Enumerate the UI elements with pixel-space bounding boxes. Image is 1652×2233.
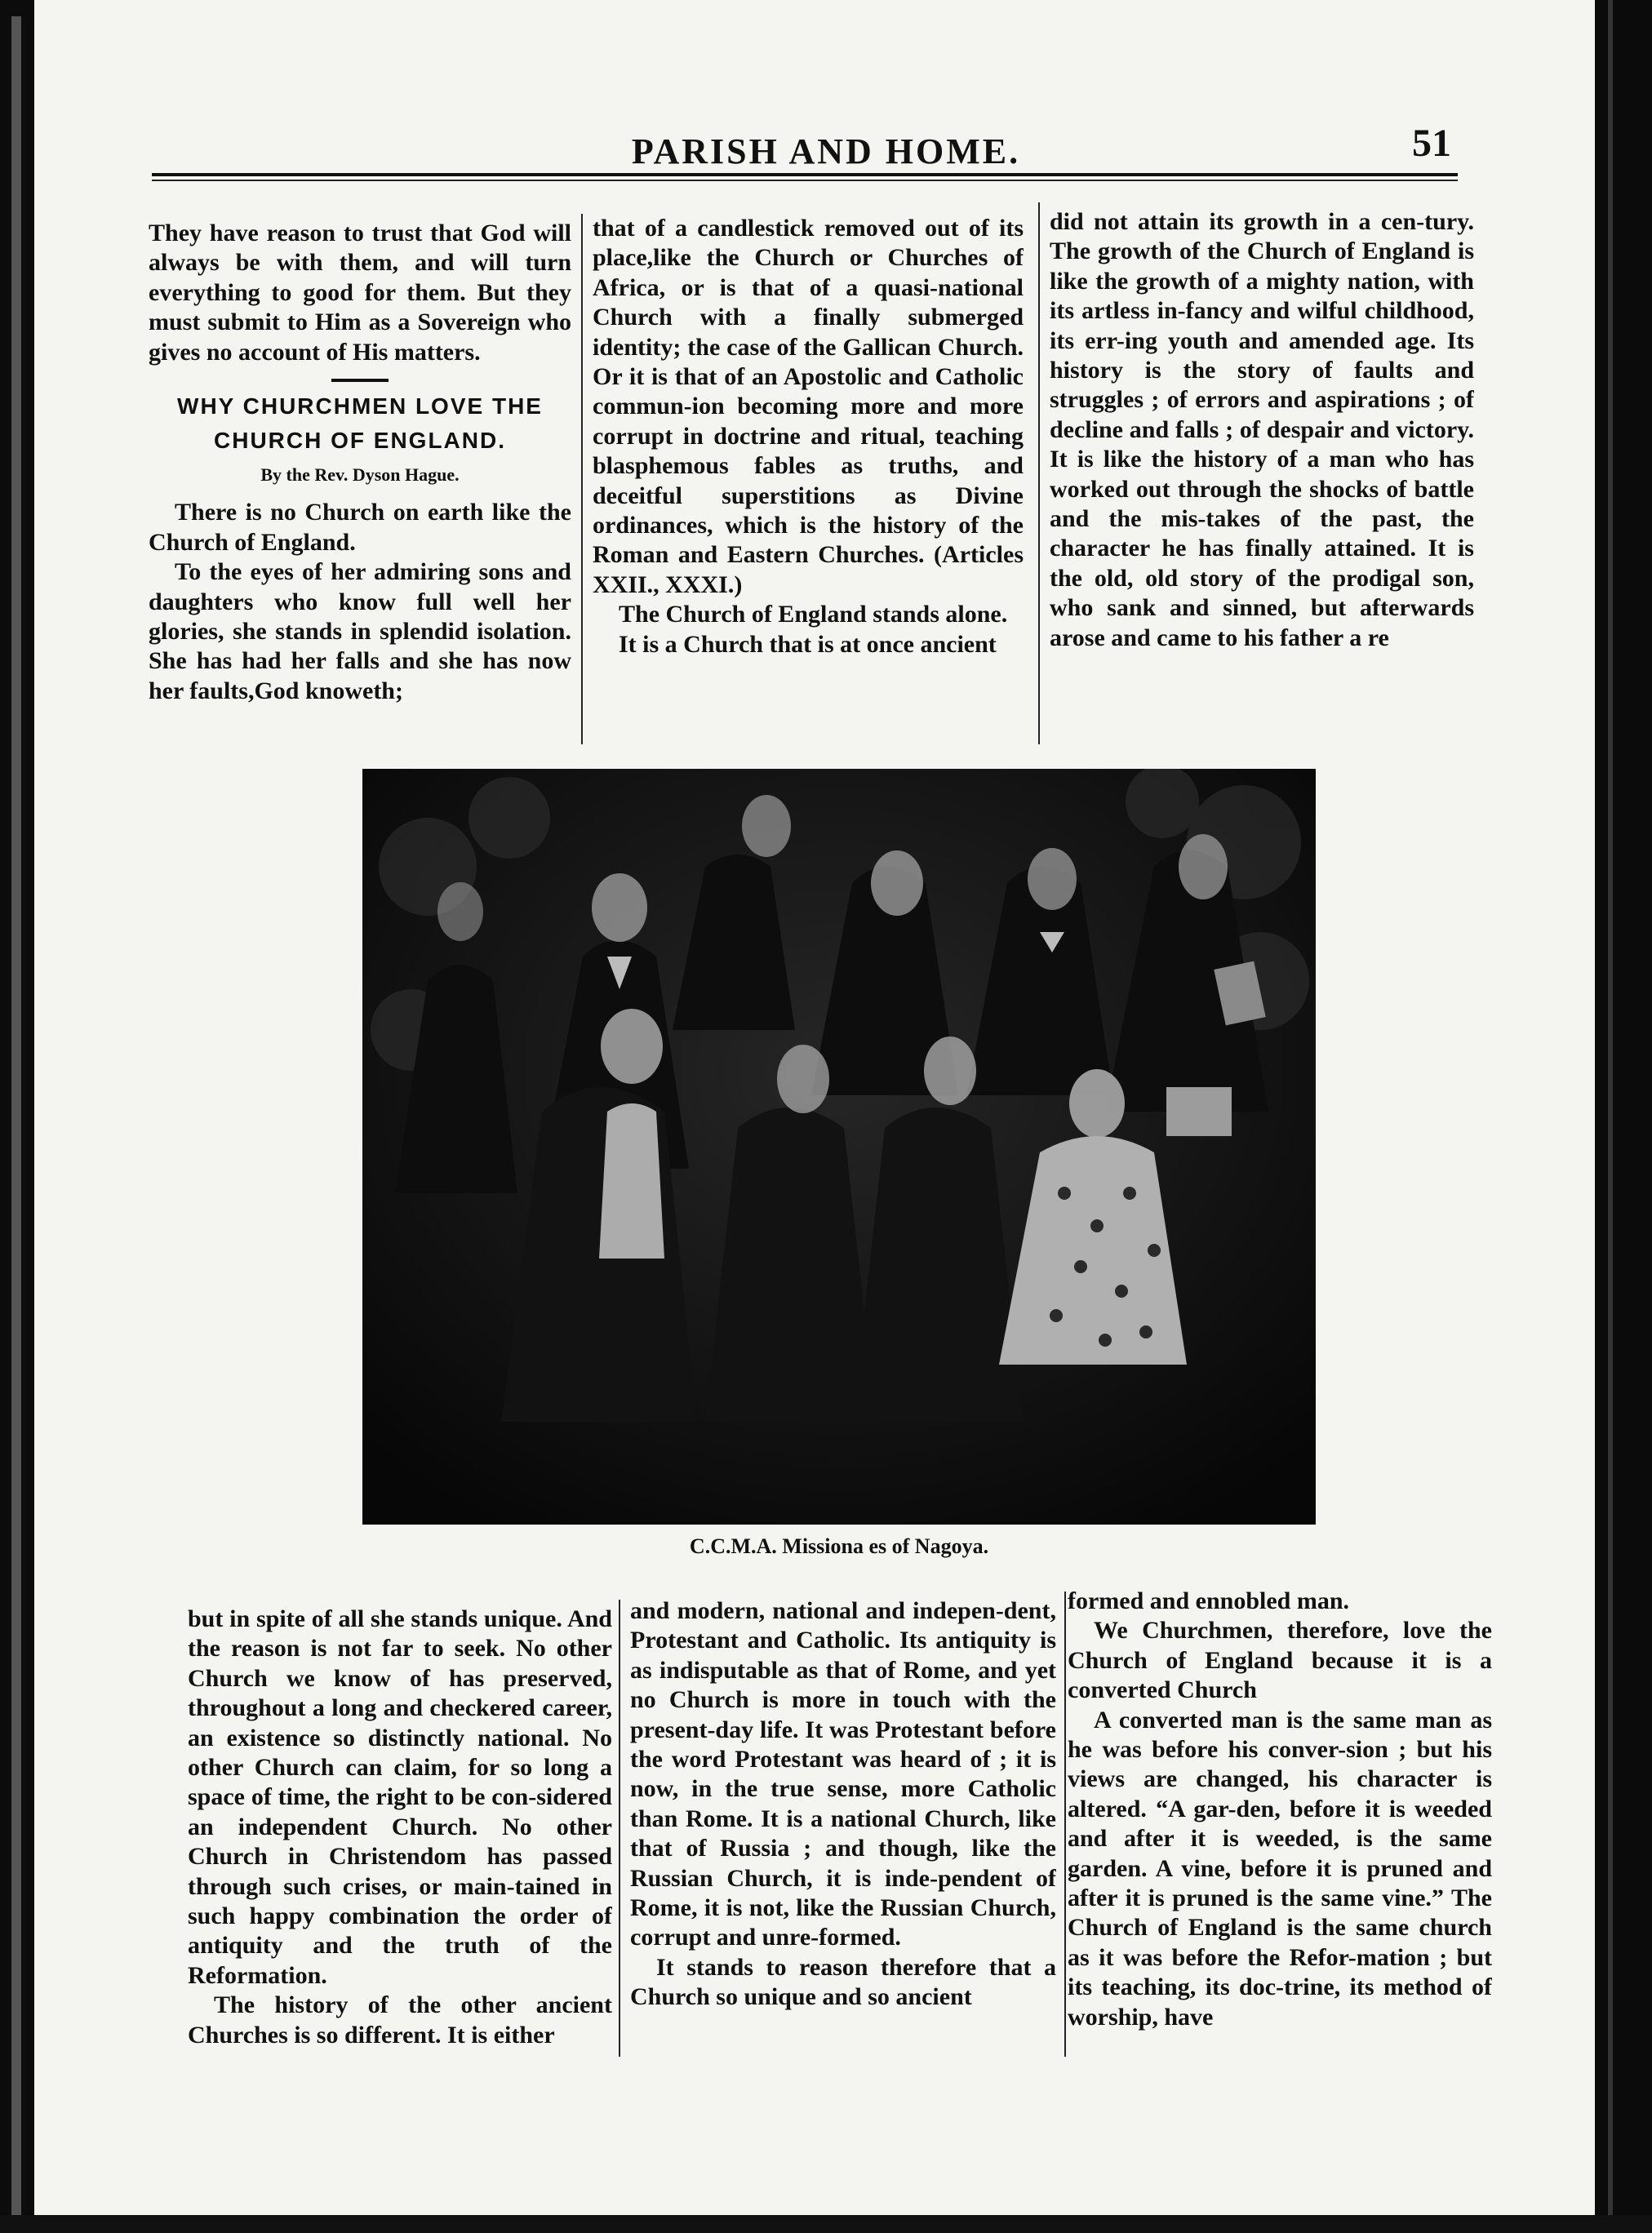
paragraph: A converted man is the same man as he was before his conver-sion ; but his views are changed, his character is altered. “A gar-den, before it is weeded and after it is weeded, is the same garden. A vine, before it is pruned and after it is pruned is the same vine.” The Church of England is the same church as it was before the Refor-mation ; but its teaching, its doc-trine, its method of worship, have: [1068, 1706, 1492, 2031]
group-photograph: [362, 769, 1316, 1525]
column-rule: [1064, 1592, 1066, 2057]
paragraph: formed and ennobled man.: [1068, 1587, 1350, 1614]
paragraph: The history of the other ancient Churches is so different. It is either: [188, 1991, 612, 2049]
header-rule: [152, 173, 1458, 176]
byline: By the Rev. Dyson Hague.: [260, 464, 460, 486]
paragraph: They have reason to trust that God will always be with them, and will turn everything to good for them. But they must submit to Him as a Sovereign who gives no account of His matters.: [149, 220, 571, 366]
top-column-2: [593, 214, 1024, 749]
binding-strip: [11, 16, 21, 2217]
paragraph: and modern, national and indepen-dent, Protestant and Catholic. Its antiquity is as indisputable as that of Rome, and yet no Church is more in touch with the present-day life. It was Protestant before the word Protestant was heard of ; it is now, in the true sense, more Catholic than Rome. It is a national Church, like that of Russia ; and though, like the Russian Church, it is inde-pendent of Rome, it is not, like the Russian Church, corrupt and unre-formed.: [630, 1597, 1056, 1951]
photo-caption: C.C.M.A. Missiona es of Nagoya.: [689, 1534, 989, 1558]
running-title: PARISH AND HOME.: [631, 131, 1021, 171]
column-rule: [1038, 202, 1040, 744]
paragraph: did not attain its growth in a cen-tury. The growth of the Church of England is like the growth of a mighty nation, with its artless in-fancy and wilful childhood, its err-ing youth and amended age. Its history is the story of faults and struggles ; of errors and aspirations ; of decline and falls ; of despair and victory. It is like the history of a man who has worked out through the shocks of battle and the mis-takes of the past, the character he has finally attained. It is the old, old story of the prodigal son, who sank and sinned, but afterwards arose and came to his father a re: [1050, 208, 1474, 651]
bottom-column-2: [630, 1596, 1056, 2063]
page-bottom-edge: [0, 2215, 1652, 2233]
page-number: 51: [1412, 122, 1451, 165]
column-rule: [581, 214, 583, 744]
page-right-edge-line: [1608, 0, 1613, 2233]
header-rule-thin: [152, 180, 1458, 181]
paragraph: It stands to reason therefore that a Church so unique and so ancient: [630, 1953, 1056, 2011]
top-column-1: [149, 219, 571, 749]
bottom-column-1: [188, 1605, 612, 2063]
page-right-edge: [1595, 0, 1652, 2233]
column-rule: [619, 1600, 620, 2057]
paragraph: but in spite of all she stands unique. And the reason is not far to seek. No other Church we know of has preserved, throughout a long and checkered career, an existence so distinctly national. No other Church can claim, for so long a space of time, the right to be con-sidered an independent Church. No other Church in Christendom has passed through such crises, or main-tained in such happy combination the order of antiquity and the truth of the Reformation.: [188, 1605, 612, 1989]
paragraph: We Churchmen, therefore, love the Church of England because it is a converted Church: [1068, 1617, 1492, 1704]
paragraph: There is no Church on earth like the Church of England.: [149, 499, 571, 556]
photograph-image: [362, 769, 1316, 1525]
section-divider: [331, 379, 389, 382]
paragraph: It is a Church that is at once ancient: [619, 630, 997, 658]
article-heading-line1: WHY CHURCHMEN LOVE THE: [177, 393, 543, 420]
paragraph: The Church of England stands alone.: [619, 601, 1008, 628]
paragraph: To the eyes of her admiring sons and daughters who know full well her glories, she stands in splendid isolation. She has had her falls and she has now her faults,God knoweth;: [149, 558, 571, 704]
bottom-column-3: [1068, 1587, 1492, 2068]
top-column-3: [1050, 207, 1474, 749]
paragraph: that of a candlestick removed out of its place,like the Church or Churches of Africa, or is that of a quasi-national Church with a finally submerged identity; the case of the Gallican Church. Or it is that of an Apostolic and Catholic commun-ion becoming more and more corrupt in doctrine and ritual, teaching blasphemous fables as truths, and deceitful superstitions as Divine ordinances, which is the history of the Roman and Eastern Churches. (Articles XXII., XXXI.): [593, 215, 1024, 598]
article-heading-line2: CHURCH OF ENGLAND.: [214, 428, 506, 454]
